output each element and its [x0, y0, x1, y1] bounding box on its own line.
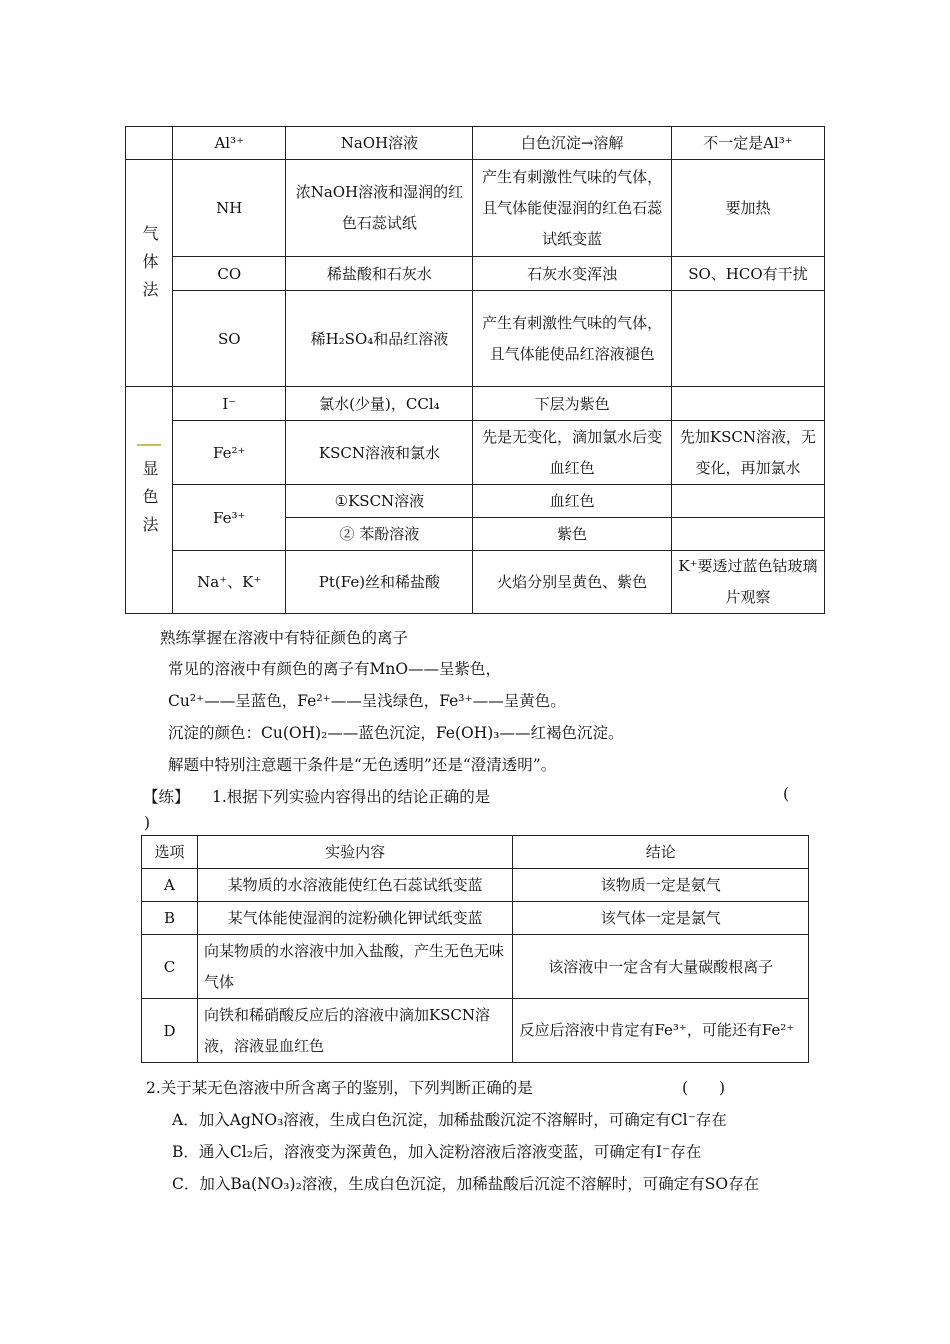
table-cell: Na⁺、K⁺ — [173, 551, 286, 614]
table-cell: 石灰水变浑浊 — [473, 257, 672, 291]
answer-paren-open: ( — [783, 785, 790, 803]
question-text: 1.根据下列实验内容得出的结论正确的是 — [212, 788, 491, 806]
table-row — [142, 935, 809, 999]
table-cell: 向某物质的水溶液中加入盐酸，产生无色无味气体 — [197, 935, 513, 999]
table-cell: Al³⁺ — [173, 127, 286, 160]
table-row — [142, 999, 809, 1063]
highlight-mark — [137, 444, 161, 446]
answer-paren: ( ) — [682, 1079, 726, 1097]
category-label: 显色法 — [140, 460, 159, 544]
table-cell: SO、HCO有干扰 — [671, 257, 824, 291]
table-cell: 该溶液中一定含有大量碳酸根离子 — [513, 935, 809, 999]
table-cell — [126, 127, 173, 160]
table-row — [142, 902, 809, 935]
table-cell: 浓NaOH溶液和湿润的红色石蕊试纸 — [286, 160, 473, 257]
table-row — [126, 257, 825, 291]
table-header: 实验内容 — [197, 836, 513, 869]
table-cell: 不一定是Al³⁺ — [671, 127, 824, 160]
table-cell: B — [142, 902, 198, 935]
note-line: Cu²⁺——呈蓝色，Fe²⁺——呈浅绿色，Fe³⁺——呈黄色。 — [168, 692, 566, 710]
table-cell: 白色沉淀→溶解 — [473, 127, 672, 160]
table-cell: 稀H₂SO₄和品红溶液 — [286, 291, 473, 387]
option-a: A．加入AgNO₃溶液，生成白色沉淀，加稀盐酸沉淀不溶解时，可确定有Cl⁻存在 — [172, 1111, 727, 1129]
table-cell: Fe²⁺ — [173, 421, 286, 485]
table-cell — [671, 387, 824, 421]
category-color-method — [126, 387, 173, 614]
table-cell: 血红色 — [473, 485, 672, 518]
table-cell — [671, 291, 824, 387]
table-row — [126, 387, 825, 421]
table-header: 选项 — [142, 836, 198, 869]
table-cell: 下层为紫色 — [473, 387, 672, 421]
table-cell: 产生有刺激性气味的气体，且气体能使品红溶液褪色 — [473, 291, 672, 387]
table-row — [126, 291, 825, 387]
table-cell — [671, 518, 824, 551]
table-cell: 火焰分别呈黄色、紫色 — [473, 551, 672, 614]
table-cell: 稀盐酸和石灰水 — [286, 257, 473, 291]
table-cell: D — [142, 999, 198, 1063]
note-line: 沉淀的颜色：Cu(OH)₂——蓝色沉淀，Fe(OH)₃——红褐色沉淀。 — [168, 724, 624, 742]
question-tag: 【练】 — [143, 788, 190, 806]
table-cell: 要加热 — [671, 160, 824, 257]
table-row — [126, 421, 825, 485]
table-row — [126, 160, 825, 257]
table-cell: 向铁和稀硝酸反应后的溶液中滴加KSCN溶液，溶液显血红色 — [197, 999, 513, 1063]
table-cell: Fe³⁺ — [173, 485, 286, 551]
table-row — [142, 869, 809, 902]
table-cell: A — [142, 869, 198, 902]
table-cell: 反应后溶液中肯定有Fe³⁺，可能还有Fe²⁺ — [513, 999, 809, 1063]
table-cell: 产生有刺激性气味的气体，且气体能使湿润的红色石蕊试纸变蓝 — [473, 160, 672, 257]
table-cell: 先是无变化，滴加氯水后变血红色 — [473, 421, 672, 485]
category-gas-method — [126, 160, 173, 387]
table-header-row — [142, 836, 809, 869]
question-text: 2.关于某无色溶液中所含离子的鉴别，下列判断正确的是 — [146, 1079, 533, 1097]
table-cell: K⁺要透过蓝色钴玻璃片观察 — [671, 551, 824, 614]
table-row — [126, 127, 825, 160]
table-header: 结论 — [513, 836, 809, 869]
table-cell: 紫色 — [473, 518, 672, 551]
table-cell: ② 苯酚溶液 — [286, 518, 473, 551]
table-cell: NH — [173, 160, 286, 257]
table-cell: Pt(Fe)丝和稀盐酸 — [286, 551, 473, 614]
table-cell: 该气体一定是氯气 — [513, 902, 809, 935]
table-cell: ①KSCN溶液 — [286, 485, 473, 518]
option-c: C．加入Ba(NO₃)₂溶液，生成白色沉淀，加稀盐酸后沉淀不溶解时，可确定有SO存在 — [172, 1175, 760, 1193]
table-cell: 某物质的水溶液能使红色石蕊试纸变蓝 — [197, 869, 513, 902]
table-cell: 某气体能使湿润的淀粉碘化钾试纸变蓝 — [197, 902, 513, 935]
table-cell: KSCN溶液和氯水 — [286, 421, 473, 485]
table-row — [126, 551, 825, 614]
table-cell: 先加KSCN溶液，无变化，再加氯水 — [671, 421, 824, 485]
table-cell: I⁻ — [173, 387, 286, 421]
note-line: 解题中特别注意题干条件是“无色透明”还是“澄清透明”。 — [168, 756, 557, 774]
table-cell: 氯水(少量)，CCl₄ — [286, 387, 473, 421]
table-cell: C — [142, 935, 198, 999]
table-cell: SO — [173, 291, 286, 387]
experiment-options-table — [141, 835, 809, 1063]
table-cell: CO — [173, 257, 286, 291]
category-label: 气体法 — [140, 225, 159, 309]
ion-identification-table — [125, 126, 825, 614]
note-line: 熟练掌握在溶液中有特征颜色的离子 — [160, 629, 409, 647]
table-cell — [671, 485, 824, 518]
note-line: 常见的溶液中有颜色的离子有MnO——呈紫色， — [168, 660, 502, 678]
table-cell: 该物质一定是氨气 — [513, 869, 809, 902]
option-b: B．通入Cl₂后，溶液变为深黄色，加入淀粉溶液后溶液变蓝，可确定有I⁻存在 — [172, 1143, 702, 1161]
table-cell: NaOH溶液 — [286, 127, 473, 160]
table-row — [126, 485, 825, 518]
answer-paren-close: ) — [144, 814, 151, 832]
